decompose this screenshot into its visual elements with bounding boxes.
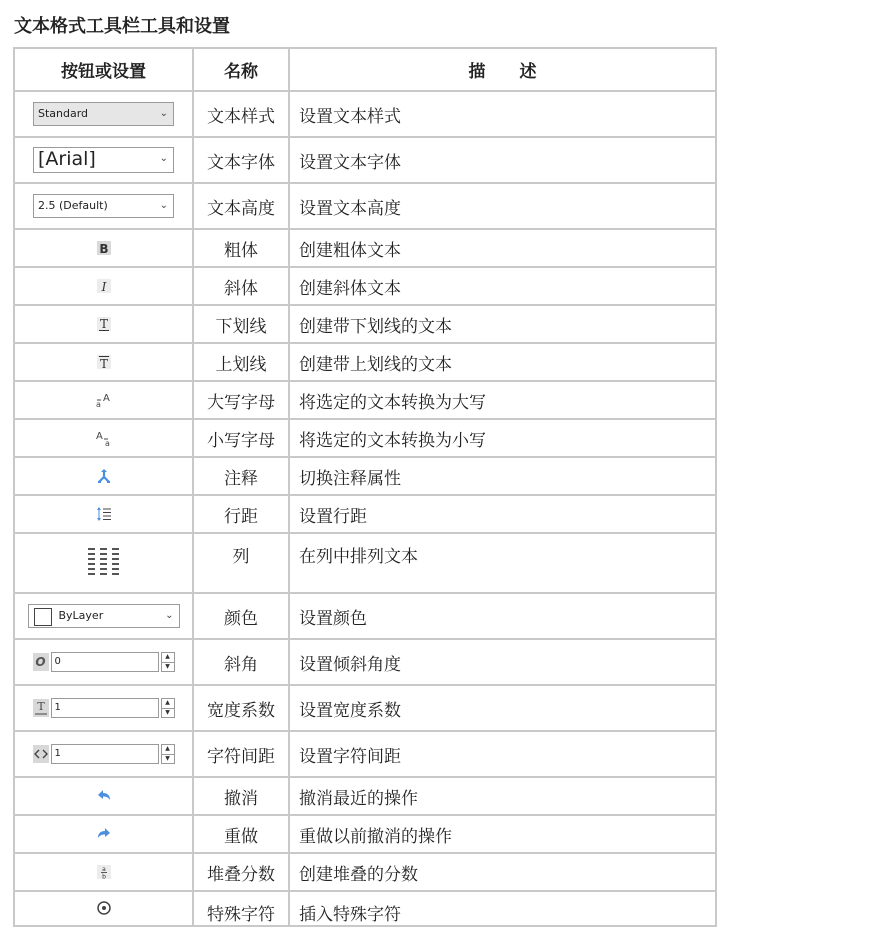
name-cell: 斜体 xyxy=(193,267,289,305)
table-row xyxy=(14,495,716,533)
page-title: 文本格式工具栏工具和设置 xyxy=(14,16,230,37)
symbol-icon[interactable] xyxy=(96,900,112,916)
oblique-angle-input[interactable]: 0 xyxy=(51,652,159,672)
table-row xyxy=(14,533,716,593)
table-row xyxy=(14,305,716,343)
svg-text:I: I xyxy=(101,280,106,294)
uppercase-icon[interactable] xyxy=(96,392,112,408)
table-row xyxy=(14,419,716,457)
table-row xyxy=(14,731,716,777)
stack-fraction-icon[interactable] xyxy=(96,864,112,880)
table-header-row xyxy=(14,48,716,91)
control-cell xyxy=(14,853,193,891)
header-name: 名称 xyxy=(193,48,289,91)
table-row xyxy=(14,137,716,183)
description-cell: 将选定的文本转换为小写 xyxy=(289,419,716,457)
name-cell: 文本高度 xyxy=(193,183,289,229)
table-row xyxy=(14,891,716,926)
text-height-dropdown[interactable] xyxy=(33,194,174,218)
name-cell: 撤消 xyxy=(193,777,289,815)
description-cell: 在列中排列文本 xyxy=(289,533,716,593)
svg-text:b: b xyxy=(101,873,106,880)
description-cell: 重做以前撤消的操作 xyxy=(289,815,716,853)
control-cell xyxy=(14,183,193,229)
description-cell: 创建带上划线的文本 xyxy=(289,343,716,381)
spin-up-icon[interactable]: ▲ xyxy=(165,653,170,660)
table-row xyxy=(14,593,716,639)
svg-text:a: a xyxy=(101,866,106,873)
svg-text:a: a xyxy=(104,439,110,446)
table-row xyxy=(14,91,716,137)
control-cell xyxy=(14,815,193,853)
description-cell: 设置宽度系数 xyxy=(289,685,716,731)
table-row xyxy=(14,381,716,419)
description-cell: 创建带下划线的文本 xyxy=(289,305,716,343)
svg-text:T: T xyxy=(99,357,108,370)
table-row xyxy=(14,777,716,815)
spin-down-icon[interactable]: ▼ xyxy=(162,662,174,672)
name-cell: 粗体 xyxy=(193,229,289,267)
name-cell: 大写字母 xyxy=(193,381,289,419)
table-row xyxy=(14,685,716,731)
control-cell xyxy=(14,891,193,926)
control-cell xyxy=(14,495,193,533)
spin-down-icon[interactable]: ▼ xyxy=(162,708,174,718)
undo-icon[interactable] xyxy=(96,788,112,804)
oblique-icon: O xyxy=(33,653,49,671)
description-cell: 设置文本样式 xyxy=(289,91,716,137)
description-cell: 创建堆叠的分数 xyxy=(289,853,716,891)
table-row xyxy=(14,267,716,305)
svg-text:T: T xyxy=(99,317,108,331)
header-description: 描 述 xyxy=(289,48,716,91)
toolbar-reference-table xyxy=(13,47,717,927)
control-cell xyxy=(14,267,193,305)
control-cell xyxy=(14,305,193,343)
name-cell: 文本样式 xyxy=(193,91,289,137)
description-cell: 创建粗体文本 xyxy=(289,229,716,267)
control-cell xyxy=(14,381,193,419)
control-cell xyxy=(14,731,193,777)
name-cell: 斜角 xyxy=(193,639,289,685)
line-spacing-icon[interactable] xyxy=(96,506,112,522)
svg-text:a: a xyxy=(95,400,101,408)
description-cell: 设置文本高度 xyxy=(289,183,716,229)
control-cell xyxy=(14,229,193,267)
tracking-icon xyxy=(33,745,49,763)
description-cell: 创建斜体文本 xyxy=(289,267,716,305)
name-cell: 上划线 xyxy=(193,343,289,381)
spinner-buttons[interactable] xyxy=(161,652,175,672)
spin-up-icon[interactable]: ▲ xyxy=(165,699,170,706)
svg-text:A: A xyxy=(95,431,103,442)
chevron-down-icon: ⌄ xyxy=(159,200,168,211)
chevron-down-icon: ⌄ xyxy=(159,153,168,164)
control-cell xyxy=(14,457,193,495)
width-factor-icon xyxy=(33,699,49,717)
width-factor-input[interactable]: 1 xyxy=(51,698,159,718)
description-cell: 设置颜色 xyxy=(289,593,716,639)
spin-up-icon[interactable]: ▲ xyxy=(165,745,170,752)
control-cell xyxy=(14,593,193,639)
description-cell: 设置倾斜角度 xyxy=(289,639,716,685)
chevron-down-icon: ⌄ xyxy=(165,610,174,621)
font-value: [Arial] xyxy=(38,148,96,170)
spinner-buttons[interactable] xyxy=(161,698,175,718)
control-cell xyxy=(14,419,193,457)
control-cell xyxy=(14,137,193,183)
name-cell: 宽度系数 xyxy=(193,685,289,731)
name-cell: 下划线 xyxy=(193,305,289,343)
table-row xyxy=(14,853,716,891)
name-cell: 颜色 xyxy=(193,593,289,639)
tracking-spinner xyxy=(33,744,175,764)
name-cell: 特殊字符 xyxy=(193,891,289,926)
annotative-icon[interactable] xyxy=(96,468,112,484)
description-cell: 切换注释属性 xyxy=(289,457,716,495)
control-cell xyxy=(14,777,193,815)
name-cell: 字符间距 xyxy=(193,731,289,777)
description-cell: 插入特殊字符 xyxy=(289,891,716,926)
name-cell: 堆叠分数 xyxy=(193,853,289,891)
description-cell: 将选定的文本转换为大写 xyxy=(289,381,716,419)
control-cell xyxy=(14,639,193,685)
control-cell xyxy=(14,91,193,137)
svg-text:B: B xyxy=(98,242,109,256)
name-cell: 注释 xyxy=(193,457,289,495)
width-factor-spinner xyxy=(33,698,175,718)
italic-icon[interactable] xyxy=(96,278,112,294)
text-height-value: 2.5 (Default) xyxy=(38,199,108,212)
spin-down-icon[interactable]: ▼ xyxy=(162,754,174,764)
name-cell: 小写字母 xyxy=(193,419,289,457)
tracking-input[interactable]: 1 xyxy=(51,744,159,764)
name-cell: 文本字体 xyxy=(193,137,289,183)
text-style-value: Standard xyxy=(38,107,89,120)
svg-text:T: T xyxy=(36,700,45,713)
header-button-or-setting: 按钮或设置 xyxy=(14,48,193,91)
columns-icon[interactable] xyxy=(87,547,121,579)
description-cell: 设置行距 xyxy=(289,495,716,533)
chevron-down-icon: ⌄ xyxy=(159,108,168,119)
text-style-dropdown[interactable] xyxy=(33,102,174,126)
table-row xyxy=(14,229,716,267)
font-dropdown[interactable] xyxy=(33,147,174,173)
name-cell: 重做 xyxy=(193,815,289,853)
lowercase-icon[interactable] xyxy=(96,430,112,446)
table-row xyxy=(14,183,716,229)
control-cell xyxy=(14,343,193,381)
control-cell xyxy=(14,685,193,731)
description-cell: 设置字符间距 xyxy=(289,731,716,777)
svg-text:A: A xyxy=(102,393,110,404)
oblique-angle-spinner xyxy=(33,652,175,672)
color-value: ByLayer xyxy=(58,609,104,622)
table-row xyxy=(14,815,716,853)
underline-icon[interactable] xyxy=(96,316,112,332)
color-dropdown[interactable] xyxy=(28,604,180,628)
overline-icon[interactable] xyxy=(96,354,112,370)
table-row xyxy=(14,639,716,685)
color-swatch xyxy=(34,608,52,626)
name-cell: 列 xyxy=(193,533,289,593)
name-cell: 行距 xyxy=(193,495,289,533)
redo-icon[interactable] xyxy=(96,826,112,842)
control-cell xyxy=(14,533,193,593)
bold-icon[interactable] xyxy=(96,240,112,256)
description-cell: 撤消最近的操作 xyxy=(289,777,716,815)
spinner-buttons[interactable] xyxy=(161,744,175,764)
description-cell: 设置文本字体 xyxy=(289,137,716,183)
table-row xyxy=(14,457,716,495)
table-row xyxy=(14,343,716,381)
